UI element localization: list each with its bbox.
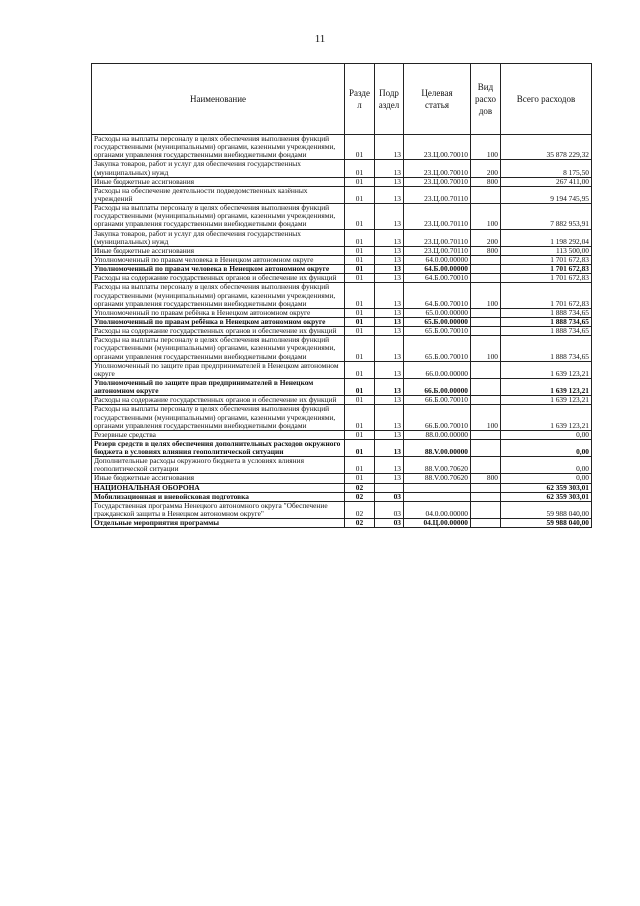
row-name: Иные бюджетные ассигнования xyxy=(92,177,345,186)
header-kind: Вид расхо дов xyxy=(471,64,501,135)
row-section: 01 xyxy=(345,229,375,246)
row-kind: 800 xyxy=(471,246,501,255)
row-target: 65.Б.00.70010 xyxy=(404,327,471,336)
row-name: Расходы на выплаты персоналу в целях обеспечения выполнения функций государственными (муниципальными) органами, казенными учреждениями, органами управления государственными внебюджетными фондами xyxy=(92,336,345,361)
row-kind xyxy=(471,361,501,378)
row-target: 23.Ц.00.70010 xyxy=(404,177,471,186)
row-kind xyxy=(471,378,501,395)
row-name: Расходы на выплаты персоналу в целях обеспечения выполнения функций государственными (муниципальными) органами, казенными учреждениями, органами управления государственными внебюджетными фондами xyxy=(92,204,345,229)
row-subsection: 13 xyxy=(375,274,404,283)
row-amount: 0,00 xyxy=(501,474,592,483)
table-row xyxy=(92,361,592,378)
row-target: 66.Б.00.00000 xyxy=(404,378,471,395)
row-amount: 1 701 672,83 xyxy=(501,274,592,283)
row-name: Иные бюджетные ассигнования xyxy=(92,474,345,483)
table-row xyxy=(92,160,592,177)
row-section: 01 xyxy=(345,474,375,483)
row-subsection: 13 xyxy=(375,474,404,483)
row-name: Резервные средства xyxy=(92,430,345,439)
row-section: 01 xyxy=(345,361,375,378)
row-section: 01 xyxy=(345,246,375,255)
row-amount: 1 701 672,83 xyxy=(501,255,592,264)
table-row xyxy=(92,336,592,361)
row-amount: 267 411,00 xyxy=(501,177,592,186)
budget-table xyxy=(91,63,592,528)
row-amount: 62 359 303,01 xyxy=(501,492,592,501)
row-kind xyxy=(471,483,501,492)
row-section: 02 xyxy=(345,519,375,528)
row-amount: 8 175,50 xyxy=(501,160,592,177)
row-target: 04.0.00.00000 xyxy=(404,501,471,518)
row-target: 66.0.00.00000 xyxy=(404,361,471,378)
row-section: 01 xyxy=(345,255,375,264)
row-kind: 100 xyxy=(471,204,501,229)
row-target: 65.Б.00.70010 xyxy=(404,336,471,361)
row-subsection: 13 xyxy=(375,457,404,474)
table-row xyxy=(92,501,592,518)
row-kind: 800 xyxy=(471,177,501,186)
row-target: 64.Б.00.00000 xyxy=(404,265,471,274)
row-kind xyxy=(471,457,501,474)
row-amount: 1 198 292,04 xyxy=(501,229,592,246)
row-kind xyxy=(471,265,501,274)
row-subsection xyxy=(375,483,404,492)
table-row xyxy=(92,283,592,308)
row-name: Закупка товаров, работ и услуг для обеспечения государственных (муниципальных) нужд xyxy=(92,229,345,246)
row-subsection: 13 xyxy=(375,396,404,405)
row-section: 01 xyxy=(345,204,375,229)
row-amount: 0,00 xyxy=(501,430,592,439)
row-amount: 1 888 734,65 xyxy=(501,327,592,336)
row-subsection: 13 xyxy=(375,405,404,430)
row-section: 01 xyxy=(345,160,375,177)
row-name: Расходы на выплаты персоналу в целях обеспечения выполнения функций государственными (муниципальными) органами, казенными учреждениями, органами управления государственными внебюджетными фондами xyxy=(92,405,345,430)
page-number: 11 xyxy=(314,33,326,45)
row-kind xyxy=(471,274,501,283)
row-target: 66.Б.00.70010 xyxy=(404,396,471,405)
row-kind xyxy=(471,519,501,528)
row-target: 23.Ц.00.70110 xyxy=(404,186,471,203)
row-name: Уполномоченный по защите прав предпринимателей в Ненецком автономном округе xyxy=(92,361,345,378)
table-row xyxy=(92,135,592,160)
table-row xyxy=(92,177,592,186)
table-row xyxy=(92,246,592,255)
table-row xyxy=(92,255,592,264)
row-target: 64.0.00.00000 xyxy=(404,255,471,264)
row-name: Уполномоченный по правам ребёнка в Ненецком автономном округе xyxy=(92,308,345,317)
table-row xyxy=(92,439,592,456)
row-target: 88.V.00.00000 xyxy=(404,439,471,456)
row-amount: 1 888 734,65 xyxy=(501,336,592,361)
table-row xyxy=(92,204,592,229)
row-name: Мобилизационная и вневойсковая подготовка xyxy=(92,492,345,501)
row-kind: 100 xyxy=(471,283,501,308)
row-section: 01 xyxy=(345,327,375,336)
row-section: 01 xyxy=(345,396,375,405)
table-body xyxy=(92,135,592,528)
row-subsection: 13 xyxy=(375,255,404,264)
row-target: 88.V.00.70620 xyxy=(404,474,471,483)
row-subsection: 13 xyxy=(375,246,404,255)
row-name: Расходы на обеспечение деятельности подведомственных казённых учреждений xyxy=(92,186,345,203)
row-section: 01 xyxy=(345,135,375,160)
row-section: 02 xyxy=(345,501,375,518)
row-section: 01 xyxy=(345,283,375,308)
row-section: 01 xyxy=(345,317,375,326)
row-name: Расходы на содержание государственных органов и обеспечение их функций xyxy=(92,274,345,283)
row-subsection: 13 xyxy=(375,204,404,229)
row-section: 01 xyxy=(345,177,375,186)
row-target: 64.Б.00.70010 xyxy=(404,283,471,308)
row-subsection: 13 xyxy=(375,308,404,317)
table-row xyxy=(92,378,592,395)
row-name: Расходы на выплаты персоналу в целях обеспечения выполнения функций государственными (муниципальными) органами, казенными учреждениями, органами управления государственными внебюджетными фондами xyxy=(92,283,345,308)
row-target: 66.Б.00.70010 xyxy=(404,405,471,430)
row-name: Дополнительные расходы окружного бюджета в условиях влияния геополитической ситуации xyxy=(92,457,345,474)
row-subsection: 03 xyxy=(375,501,404,518)
row-name: Расходы на выплаты персоналу в целях обеспечения выполнения функций государственными (муниципальными) органами, казенными учреждениями, органами управления государственными внебюджетными фондами xyxy=(92,135,345,160)
row-amount: 35 878 229,32 xyxy=(501,135,592,160)
row-amount: 1 701 672,83 xyxy=(501,283,592,308)
row-subsection: 03 xyxy=(375,492,404,501)
row-target: 23.Ц.00.70010 xyxy=(404,135,471,160)
header-total: Всего расходов xyxy=(501,64,592,135)
row-subsection: 13 xyxy=(375,160,404,177)
row-subsection: 13 xyxy=(375,283,404,308)
row-amount: 59 988 040,00 xyxy=(501,501,592,518)
header-section: Разде л xyxy=(345,64,375,135)
row-kind xyxy=(471,255,501,264)
row-name: Государственная программа Ненецкого автономного округа "Обеспечение гражданской защиты в Ненецком автономном округе" xyxy=(92,501,345,518)
table-row xyxy=(92,308,592,317)
row-name: Резерв средств в целях обеспечения дополнительных расходов окружного бюджета в условиях влияния геополитической ситуации xyxy=(92,439,345,456)
row-kind: 200 xyxy=(471,229,501,246)
table-row xyxy=(92,229,592,246)
row-subsection: 13 xyxy=(375,229,404,246)
table-row xyxy=(92,186,592,203)
row-name: Иные бюджетные ассигнования xyxy=(92,246,345,255)
row-name: Уполномоченный по правам человека в Ненецком автономном округе xyxy=(92,265,345,274)
row-amount: 0,00 xyxy=(501,457,592,474)
row-name: Расходы на содержание государственных органов и обеспечение их функций xyxy=(92,396,345,405)
row-amount: 1 639 123,21 xyxy=(501,405,592,430)
row-name: Уполномоченный по правам ребёнка в Ненецком автономном округе xyxy=(92,317,345,326)
row-kind: 100 xyxy=(471,336,501,361)
row-subsection: 13 xyxy=(375,317,404,326)
header-target: Целевая статья xyxy=(404,64,471,135)
row-name: НАЦИОНАЛЬНАЯ ОБОРОНА xyxy=(92,483,345,492)
row-section: 01 xyxy=(345,336,375,361)
row-subsection: 13 xyxy=(375,177,404,186)
table-row xyxy=(92,274,592,283)
table-row xyxy=(92,457,592,474)
row-amount: 59 988 040,00 xyxy=(501,519,592,528)
row-kind xyxy=(471,396,501,405)
row-subsection: 03 xyxy=(375,519,404,528)
row-name: Уполномоченный по правам человека в Ненецком автономном округе xyxy=(92,255,345,264)
table-row xyxy=(92,317,592,326)
row-kind xyxy=(471,308,501,317)
row-amount: 9 194 745,95 xyxy=(501,186,592,203)
row-name: Расходы на содержание государственных органов и обеспечение их функций xyxy=(92,327,345,336)
row-target: 65.Б.00.00000 xyxy=(404,317,471,326)
row-section: 01 xyxy=(345,378,375,395)
row-section: 01 xyxy=(345,265,375,274)
row-amount: 1 701 672,83 xyxy=(501,265,592,274)
row-section: 01 xyxy=(345,430,375,439)
row-target: 23.Ц.00.70110 xyxy=(404,204,471,229)
table-header-row xyxy=(92,64,592,135)
row-section: 02 xyxy=(345,483,375,492)
row-section: 01 xyxy=(345,405,375,430)
table-row xyxy=(92,483,592,492)
row-kind xyxy=(471,327,501,336)
row-target: 23.Ц.00.70110 xyxy=(404,229,471,246)
row-target: 23.Ц.00.70010 xyxy=(404,160,471,177)
table-row xyxy=(92,265,592,274)
row-amount: 7 882 953,91 xyxy=(501,204,592,229)
row-kind xyxy=(471,186,501,203)
row-amount: 62 359 303,01 xyxy=(501,483,592,492)
header-name: Наименование xyxy=(92,64,345,135)
row-amount: 1 639 123,21 xyxy=(501,396,592,405)
row-kind xyxy=(471,317,501,326)
row-target: 64.Б.00.70010 xyxy=(404,274,471,283)
row-kind xyxy=(471,501,501,518)
row-amount: 1 639 123,21 xyxy=(501,361,592,378)
row-target xyxy=(404,492,471,501)
row-target: 04.Ц.00.00000 xyxy=(404,519,471,528)
row-name: Уполномоченный по защите прав предпринимателей в Ненецком автономном округе xyxy=(92,378,345,395)
row-kind xyxy=(471,492,501,501)
row-target xyxy=(404,483,471,492)
row-subsection: 13 xyxy=(375,186,404,203)
row-target: 23.Ц.00.70110 xyxy=(404,246,471,255)
row-kind xyxy=(471,439,501,456)
row-section: 01 xyxy=(345,457,375,474)
row-subsection: 13 xyxy=(375,336,404,361)
row-subsection: 13 xyxy=(375,361,404,378)
row-kind: 100 xyxy=(471,135,501,160)
row-amount: 1 888 734,65 xyxy=(501,308,592,317)
row-amount: 113 500,00 xyxy=(501,246,592,255)
row-subsection: 13 xyxy=(375,265,404,274)
table-row xyxy=(92,327,592,336)
row-section: 01 xyxy=(345,439,375,456)
table-row xyxy=(92,474,592,483)
header-subsection: Подр аздел xyxy=(375,64,404,135)
row-subsection: 13 xyxy=(375,378,404,395)
row-subsection: 13 xyxy=(375,430,404,439)
row-target: 88.V.00.70620 xyxy=(404,457,471,474)
row-target: 65.0.00.00000 xyxy=(404,308,471,317)
table-row xyxy=(92,396,592,405)
row-kind: 100 xyxy=(471,405,501,430)
table-row xyxy=(92,492,592,501)
row-kind: 200 xyxy=(471,160,501,177)
table-row xyxy=(92,519,592,528)
row-amount: 1 888 734,65 xyxy=(501,317,592,326)
row-kind: 800 xyxy=(471,474,501,483)
row-section: 01 xyxy=(345,186,375,203)
table-row xyxy=(92,430,592,439)
row-section: 01 xyxy=(345,308,375,317)
row-target: 88.0.00.00000 xyxy=(404,430,471,439)
row-amount: 0,00 xyxy=(501,439,592,456)
table-row xyxy=(92,405,592,430)
row-section: 01 xyxy=(345,274,375,283)
row-name: Закупка товаров, работ и услуг для обеспечения государственных (муниципальных) нужд xyxy=(92,160,345,177)
row-kind xyxy=(471,430,501,439)
row-name: Отдельные мероприятия программы xyxy=(92,519,345,528)
row-subsection: 13 xyxy=(375,135,404,160)
row-subsection: 13 xyxy=(375,327,404,336)
row-amount: 1 639 123,21 xyxy=(501,378,592,395)
row-section: 02 xyxy=(345,492,375,501)
row-subsection: 13 xyxy=(375,439,404,456)
